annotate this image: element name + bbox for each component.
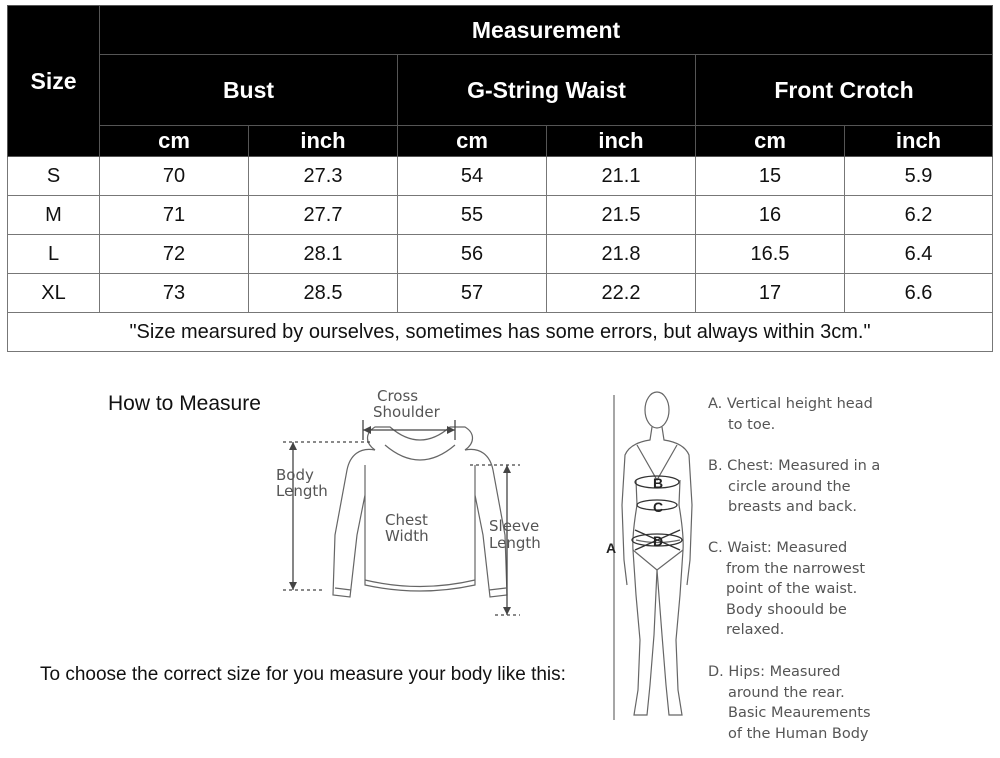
choose-size-text: To choose the correct size for you measure your body like this:: [40, 664, 566, 685]
table-cell: 17: [696, 274, 845, 313]
how-to-measure-title: How to Measure: [108, 392, 261, 415]
note-line: relaxed.: [726, 622, 785, 638]
unit-header: inch: [845, 126, 993, 157]
table-cell: 70: [100, 157, 249, 196]
table-cell: 21.8: [547, 235, 696, 274]
table-cell: 73: [100, 274, 249, 313]
size-cell: XL: [8, 274, 100, 313]
crotch-header: Front Crotch: [696, 55, 993, 126]
table-cell: 27.3: [249, 157, 398, 196]
table-row: [8, 235, 993, 274]
table-row: [8, 274, 993, 313]
note-line: to toe.: [728, 416, 776, 433]
body-figure: [600, 385, 710, 735]
table-cell: 5.9: [845, 157, 993, 196]
label-a: A: [606, 540, 617, 556]
label-c: C: [653, 499, 664, 515]
table-row: [8, 196, 993, 235]
sleeve-label: Sleeve: [489, 517, 540, 535]
size-cell: M: [8, 196, 100, 235]
size-header: Size: [8, 6, 100, 157]
size-cell: S: [8, 157, 100, 196]
table-cell: 28.1: [249, 235, 398, 274]
label-d: D: [653, 533, 664, 549]
note-line: B. Chest: Measured in a: [708, 458, 881, 474]
table-cell: 56: [398, 235, 547, 274]
note-line: Body shoould be: [726, 601, 847, 618]
note-a: [708, 394, 873, 435]
table-cell: 6.4: [845, 235, 993, 274]
note-line: circle around the: [728, 478, 851, 495]
table-row: [8, 157, 993, 196]
table-cell: 27.7: [249, 196, 398, 235]
note-line: around the rear.: [728, 684, 845, 701]
label-b: B: [653, 475, 664, 491]
note-line: breasts and back.: [728, 499, 858, 515]
bust-header: Bust: [100, 55, 398, 126]
table-cell: 6.6: [845, 274, 993, 313]
note-line: Basic Meaurements: [728, 705, 871, 721]
size-cell: L: [8, 235, 100, 274]
body-label: Body: [276, 466, 314, 484]
unit-header: cm: [100, 126, 249, 157]
unit-header: inch: [249, 126, 398, 157]
table-cell: 16: [696, 196, 845, 235]
sweater-diagram: [265, 385, 555, 625]
shoulder-label: Shoulder: [373, 403, 440, 421]
size-note: "Size mearsured by ourselves, sometimes has some errors, but always within 3cm.": [8, 313, 993, 352]
unit-header: cm: [696, 126, 845, 157]
note-line: point of the waist.: [726, 581, 858, 597]
table-cell: 15: [696, 157, 845, 196]
note-line: from the narrowest: [726, 560, 866, 577]
size-chart-table: [7, 5, 993, 352]
table-cell: 21.1: [547, 157, 696, 196]
table-cell: 6.2: [845, 196, 993, 235]
note-line: D. Hips: Measured: [708, 664, 841, 680]
cross-label: Cross: [377, 387, 419, 405]
note-b: [708, 456, 880, 518]
table-cell: 57: [398, 274, 547, 313]
unit-header: inch: [547, 126, 696, 157]
width-label: Width: [385, 527, 429, 545]
note-line: A. Vertical height head: [708, 396, 873, 412]
table-cell: 28.5: [249, 274, 398, 313]
unit-header: cm: [398, 126, 547, 157]
chest-label: Chest: [385, 511, 428, 529]
sleeve-length-label: Length: [489, 534, 541, 552]
waist-header: G-String Waist: [398, 55, 696, 126]
table-cell: 72: [100, 235, 249, 274]
table-cell: 22.2: [547, 274, 696, 313]
table-cell: 71: [100, 196, 249, 235]
table-cell: 55: [398, 196, 547, 235]
table-cell: 16.5: [696, 235, 845, 274]
note-line: of the Human Body: [728, 725, 869, 742]
note-line: C. Waist: Measured: [708, 540, 848, 556]
measurement-header: Measurement: [100, 6, 993, 55]
body-length-label: Length: [276, 482, 328, 500]
table-cell: 54: [398, 157, 547, 196]
note-c: [708, 538, 865, 641]
note-d: [708, 662, 871, 744]
table-cell: 21.5: [547, 196, 696, 235]
